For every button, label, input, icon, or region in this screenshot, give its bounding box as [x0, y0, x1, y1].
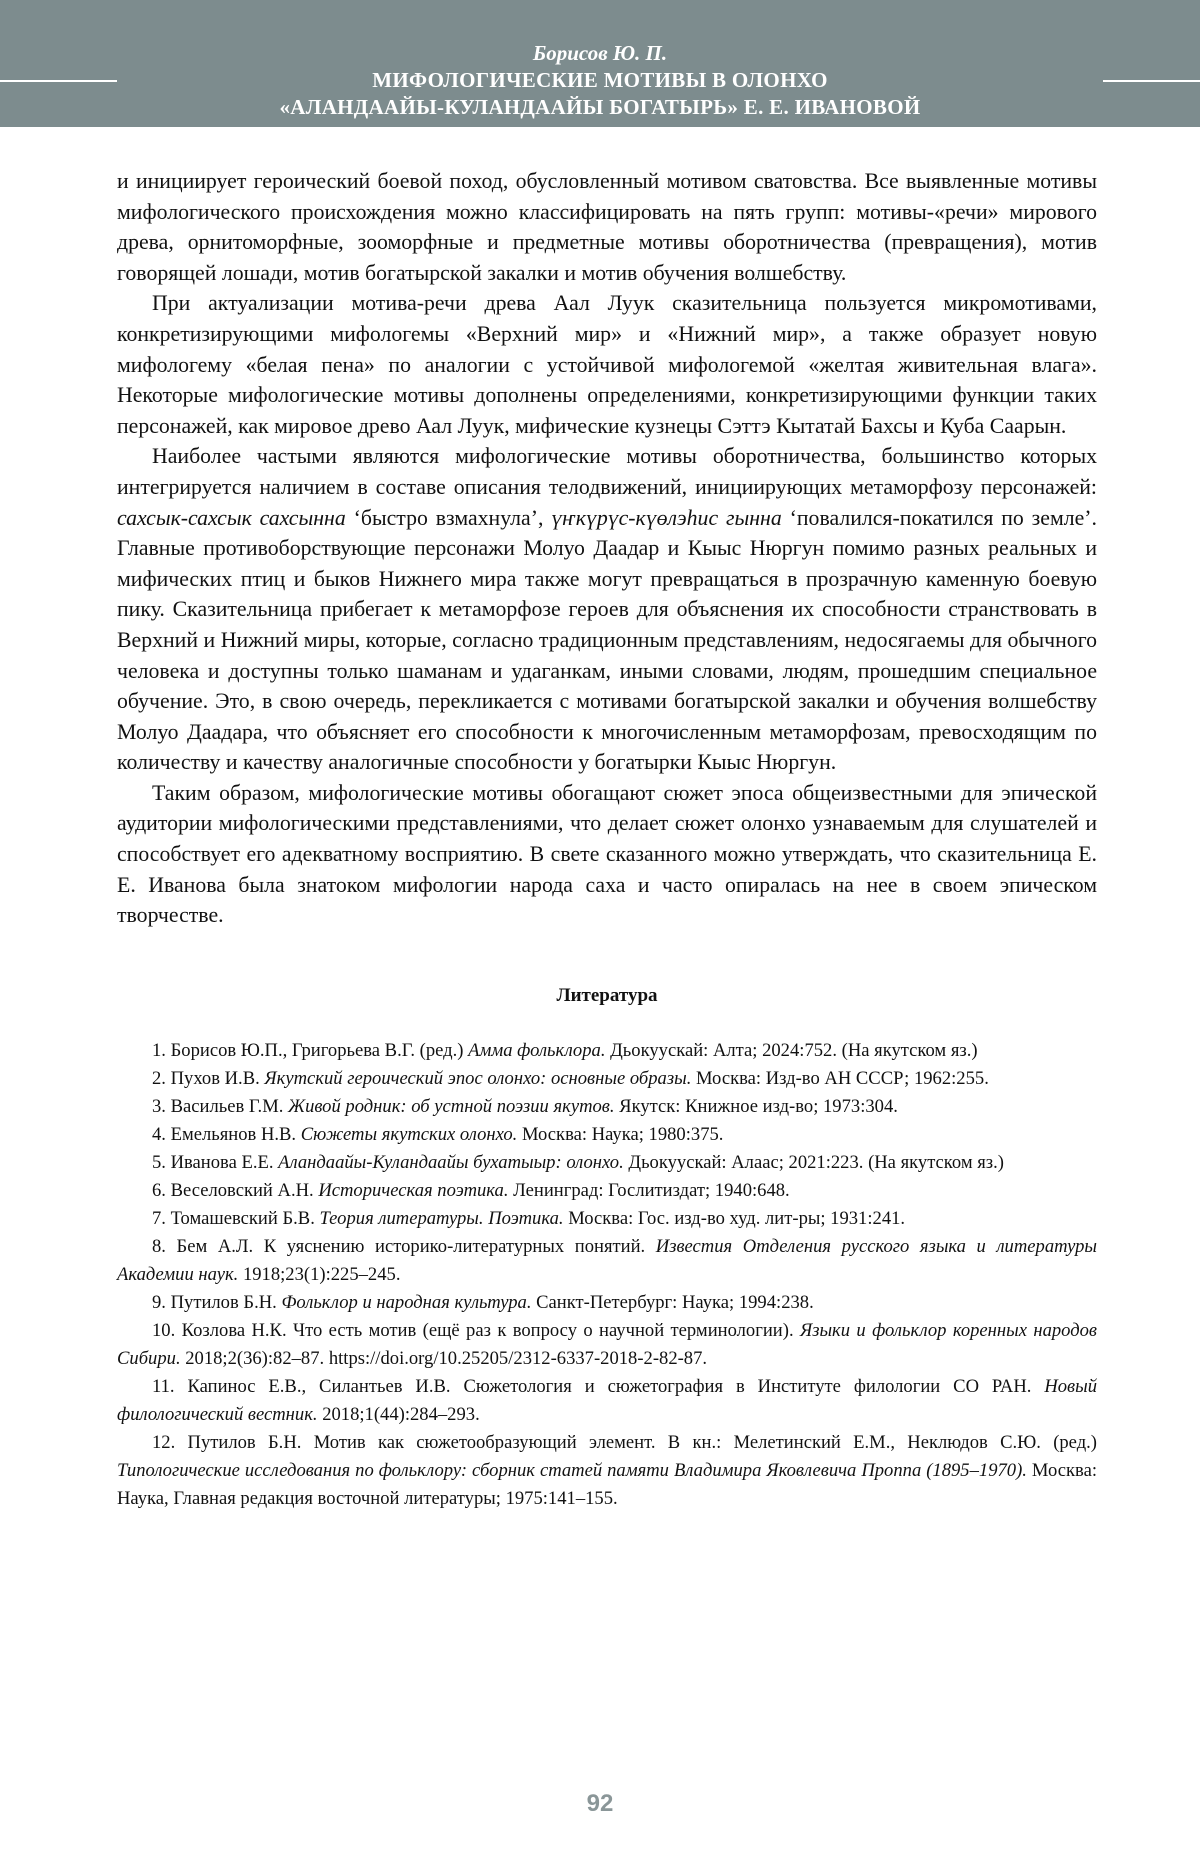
paragraph-3-yakut-phrase-1: сахсык-сахсык сахсынна	[117, 505, 346, 530]
page-number: 92	[586, 1790, 614, 1817]
ref-7-publication: Москва: Гос. изд-во худ. лит-ры; 1931:241.	[563, 1207, 906, 1229]
header-author: Борисов Ю. П.	[532, 41, 668, 65]
paragraph-3-text-e: ‘повалился-покатился по земле’. Главные противоборствующие персонажи Молуо Даадар и Кыыс Нюргун помимо разных реальных и мифических птиц и быков Нижнего мира также могут превращаться в прозрачную каменную боевую пику. Сказительница прибегает к метаморфозе героев для объяснения их способности странствовать в Верхний и Нижний миры, которые, согласно традиционным представлениям, недосягаемы для обычного человека и доступны только шаманам и удаганкам, иными словами, людям, прошедшим специальное обучение. Это, в свою очередь, перекликается с мотивами богатырской закалки и обучения волшебству Молуо Даадара, что объясняет его способности к многочисленным метаморфозам, превосходящим по количеству и качеству аналогичные способности у богатырки Кыыс Нюргун.	[117, 505, 1098, 775]
ref-9-authors: 9. Путилов Б.Н.	[152, 1291, 282, 1313]
ref-7-title: Теория литературы. Поэтика.	[319, 1207, 564, 1229]
ref-4-title: Сюжеты якутских олонхо.	[300, 1123, 518, 1145]
ref-4-publication: Москва: Наука; 1980:375.	[517, 1123, 724, 1145]
paragraph-2: При актуализации мотива-речи древа Аал Луук сказительница пользуется микромотивами, конкретизирующими мифологемы «Верхний мир» и «Нижний мир», а также образует новую мифологему «белая пена» по аналогии с устойчивой мифологемой «желтая живительная влага». Некоторые мифологические мотивы дополнены определениями, конкретизирующими функции таких персонажей, как мировое древо Аал Луук, мифические кузнецы Сэттэ Кытатай Бахсы и Куба Саарын.	[117, 291, 1097, 438]
ref-12-title: Типологические исследования по фольклору: сборник статей памяти Владимира Яковлевича Проппа (1895–1970).	[117, 1459, 1027, 1481]
ref-3-authors: 3. Васильев Г.М.	[152, 1095, 289, 1117]
ref-12-authors: 12. Путилов Б.Н. Мотив как сюжетообразующий элемент. В кн.: Мелетинский Е.М., Неклюдов С.Ю. (ред.)	[152, 1431, 1097, 1453]
references-heading: Литература	[556, 984, 658, 1006]
ref-3-publication: Якутск: Книжное изд-во; 1973:304.	[614, 1095, 898, 1117]
ref-9-title: Фольклор и народная культура.	[281, 1291, 532, 1313]
running-header	[0, 0, 1200, 127]
ref-10-authors: 10. Козлова Н.К. Что есть мотив (ещё раз к вопросу о научной терминологии).	[152, 1319, 800, 1341]
ref-5-title: Аландаайы-Куландаайы бухатыыр: олонхо.	[278, 1151, 624, 1173]
reference-item	[117, 1093, 1097, 1121]
reference-item	[117, 1429, 1097, 1513]
reference-item	[117, 1065, 1097, 1093]
paragraph-3-text-a: Наиболее частыми являются мифологические мотивы оборотничества, большинство которых интегрируется наличием в составе описания телодвижений, инициирующих метаморфозу персонажей:	[117, 444, 1097, 499]
paragraph-3-yakut-phrase-2: үҥкүрүс-күөлэһис гынна	[551, 505, 782, 530]
ref-1-publication: Дьокуускай: Алта; 2024:752. (На якутском яз.)	[605, 1039, 978, 1061]
ref-6-publication: Ленинград: Гослитиздат; 1940:648.	[508, 1179, 790, 1201]
paragraph-4: Таким образом, мифологические мотивы обогащают сюжет эпоса общеизвестными для эпической аудитории мифологическими представлениями, что делает сюжет олонхо узнаваемым для слушателей и способствует его адекватному восприятию. В свете сказанного можно утверждать, что сказительница Е. Е. Иванова была знатоком мифологии народа саха и часто опиралась на нее в своем эпическом творчестве.	[117, 780, 1097, 928]
ref-8-title: Известия Отделения русского языка и литературы Академии наук.	[117, 1235, 1097, 1285]
ref-7-authors: 7. Томашевский Б.В.	[152, 1207, 320, 1229]
ref-2-publication: Москва: Изд-во АН СССР; 1962:255.	[691, 1067, 989, 1089]
reference-item	[117, 1317, 1097, 1373]
reference-item	[117, 1177, 1097, 1205]
reference-item	[117, 1037, 1097, 1065]
reference-item	[117, 1205, 1097, 1233]
paragraph-3	[117, 441, 1097, 778]
ref-6-authors: 6. Веселовский А.Н.	[152, 1179, 319, 1201]
ref-6-title: Историческая поэтика.	[318, 1179, 509, 1201]
ref-5-authors: 5. Иванова Е.Е.	[152, 1151, 279, 1173]
ref-8-authors: 8. Бем А.Л. К уяснению историко-литературных понятий.	[152, 1235, 656, 1257]
header-title-line1: МИФОЛОГИЧЕСКИЕ МОТИВЫ В ОЛОНХО	[372, 68, 828, 92]
ref-2-authors: 2. Пухов И.В.	[152, 1067, 265, 1089]
paragraph-3-text-c: ‘быстро взмахнула’,	[345, 505, 552, 530]
ref-9-publication: Санкт-Петербург: Наука; 1994:238.	[531, 1291, 814, 1313]
ref-1-title: Амма фольклора.	[468, 1039, 606, 1061]
ref-3-title: Живой родник: об устной поэзии якутов.	[288, 1095, 615, 1117]
header-title-line2: «АЛАНДААЙЫ-КУЛАНДААЙЫ БОГАТЫРЬ» Е. Е. ИВАНОВОЙ	[279, 95, 921, 119]
reference-item	[117, 1233, 1097, 1289]
ref-5-publication: Дьокуускай: Алаас; 2021:223. (На якутском яз.)	[623, 1151, 1004, 1173]
ref-11-publication: 2018;1(44):284–293.	[317, 1403, 480, 1425]
reference-item	[117, 1373, 1097, 1429]
ref-2-title: Якутский героический эпос олонхо: основные образы.	[264, 1067, 692, 1089]
ref-11-authors: 11. Капинос Е.В., Силантьев И.В. Сюжетология и сюжетография в Институте филологии СО РАН.	[152, 1375, 1045, 1397]
ref-10-title: Языки и фольклор коренных народов Сибири.	[117, 1319, 1097, 1369]
ref-4-authors: 4. Емельянов Н.В.	[152, 1123, 301, 1145]
ref-8-publication: 1918;23(1):225–245.	[238, 1263, 401, 1285]
references-list	[117, 1037, 1097, 1513]
reference-item	[117, 1121, 1097, 1149]
ref-1-authors: 1. Борисов Ю.П., Григорьева В.Г. (ред.)	[152, 1039, 469, 1061]
reference-item	[117, 1149, 1097, 1177]
reference-item	[117, 1289, 1097, 1317]
ref-10-publication: 2018;2(36):82–87. https://doi.org/10.25205/2312-6337-2018-2-82-87.	[180, 1347, 708, 1369]
article-body	[117, 166, 1097, 1513]
ref-12-publication: Москва: Наука, Главная редакция восточной литературы; 1975:141–155.	[117, 1459, 1098, 1509]
paragraph-1: и инициирует героический боевой поход, обусловленный мотивом сватовства. Все выявленные мотивы мифологического происхождения можно классифицировать на пять групп: мотивы-«речи» мирового древа, орнитоморфные, зооморфные и предметные мотивы оборотничества (превращения), мотив говорящей лошади, мотив богатырской закалки и мотив обучения волшебству.	[117, 169, 1097, 285]
ref-11-title: Новый филологический вестник.	[117, 1375, 1097, 1425]
